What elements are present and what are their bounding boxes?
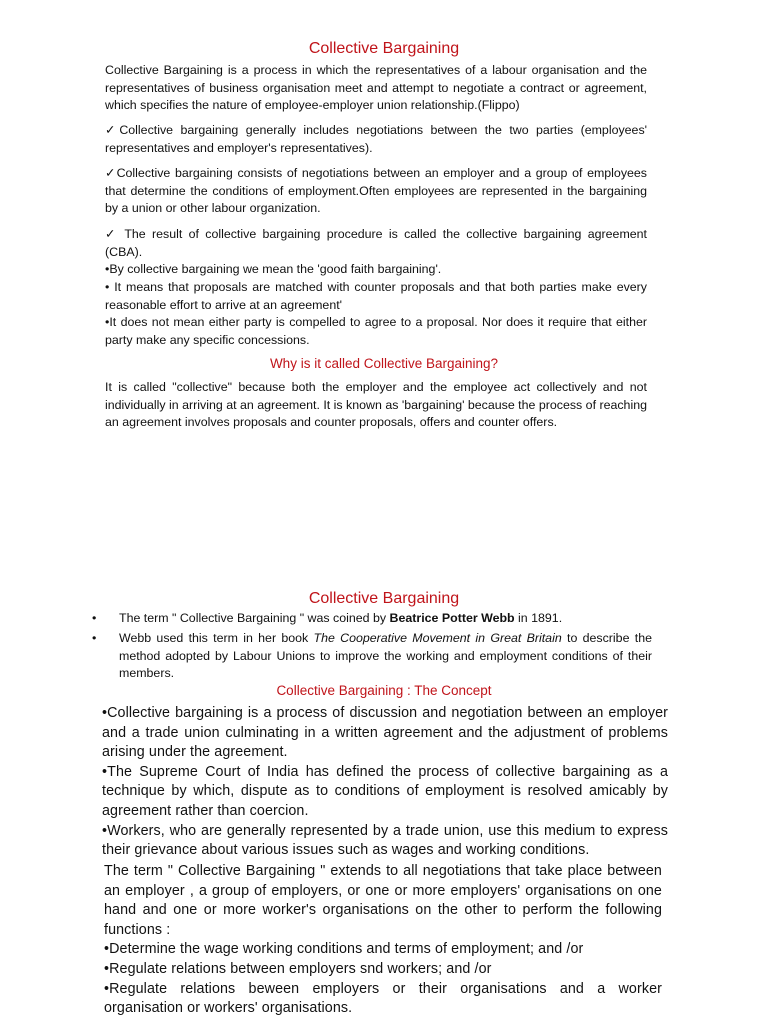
list-item-webb-book — [92, 630, 652, 683]
concept-paragraph-2: •The Supreme Court of India has defined the process of collective bargaining as a technique by which, dispute as to conditions of employment is resolved amicably by agreement rather than coercion. — [102, 763, 668, 819]
function-item-3: •Regulate relations beween employers or their organisations and a worker organisation or workers' organisations. — [104, 980, 662, 1017]
concept-paragraph-1: •Collective bargaining is a process of discussion and negotiation between an employer and a trade union culminating in a written agreement and the adjustment of problems arising under the agreement. — [102, 705, 668, 761]
concept-body — [102, 704, 668, 861]
bullet-proposals: • It means that proposals are matched with counter proposals and that both parties make every reasonable effort to arrive at an agreement' — [105, 280, 647, 312]
why-heading: Why is it called Collective Bargaining? — [269, 356, 499, 371]
check-item-negotiations: ✓Collective bargaining generally includes negotiations between the two parties (employees' representatives and employer's representatives). — [105, 123, 647, 155]
check-item-cba: ✓ The result of collective bargaining procedure is called the collective bargaining agreement (CBA). — [105, 227, 647, 259]
bullet-not-compelled: •It does not mean either party is compelled to agree to a proposal. Nor does it require that either party make any specific concessions. — [105, 315, 647, 347]
why-paragraph: It is called "collective" because both the employer and the employee act collectively and not individually in arriving at an agreement. It is known as 'bargaining' because the process of reaching an agreement involves proposals and counter proposals, offers and counter offers. — [105, 380, 647, 429]
bullet-good-faith: •By collective bargaining we mean the 'good faith bargaining'. — [105, 262, 442, 276]
item1-name: Beatrice Potter Webb — [389, 611, 515, 625]
function-item-2: •Regulate relations between employers snd workers; and /or — [104, 960, 492, 977]
bullet-dot: • — [92, 611, 97, 625]
page-title-collective-bargaining: Collective Bargaining — [308, 40, 460, 57]
concept-heading: Collective Bargaining : The Concept — [276, 683, 492, 698]
check-item-conditions: ✓Collective bargaining consists of negotiations between an employer and a group of employees that determine the conditions of employment.Often employees are represented in the bargaining by a union or other labour organization. — [105, 166, 647, 215]
bullet-dot: • — [92, 631, 97, 645]
item2-book-title: The Cooperative Movement in Great Britain — [313, 631, 562, 645]
definition-paragraph: Collective Bargaining is a process in which the representatives of a labour organisation and the representatives of business organisation meet and attempt to negotiate a contract or agreement, which specifies the nature of employee-employer union relationship.(Flippo) — [105, 63, 647, 112]
item1-text: The term " Collective Bargaining " was coined by — [119, 611, 390, 625]
item2-rest: to describe the method adopted by Labour Unions to improve the working and employment conditions of their members. — [119, 631, 652, 680]
function-item-1: •Determine the wage working conditions and terms of employment; and /or — [104, 941, 584, 958]
item2-text: Webb used this term in her book — [119, 631, 314, 645]
concept-paragraph-4: The term " Collective Bargaining " extends to all negotiations that take place between an employer , a group of employers, or one or more employers' organisations on one hand and one or more worker's organisations on the other to perform the following functions : — [104, 863, 662, 938]
concept-paragraph-3: •Workers, who are generally represented by a trade union, use this medium to express their grievance about various issues such as wages and working conditions. — [102, 822, 668, 859]
section-title-collective-bargaining: Collective Bargaining — [308, 590, 460, 607]
functions-body — [104, 862, 662, 1019]
item1-year: in 1891. — [514, 611, 563, 625]
list-item-coined — [92, 610, 652, 628]
